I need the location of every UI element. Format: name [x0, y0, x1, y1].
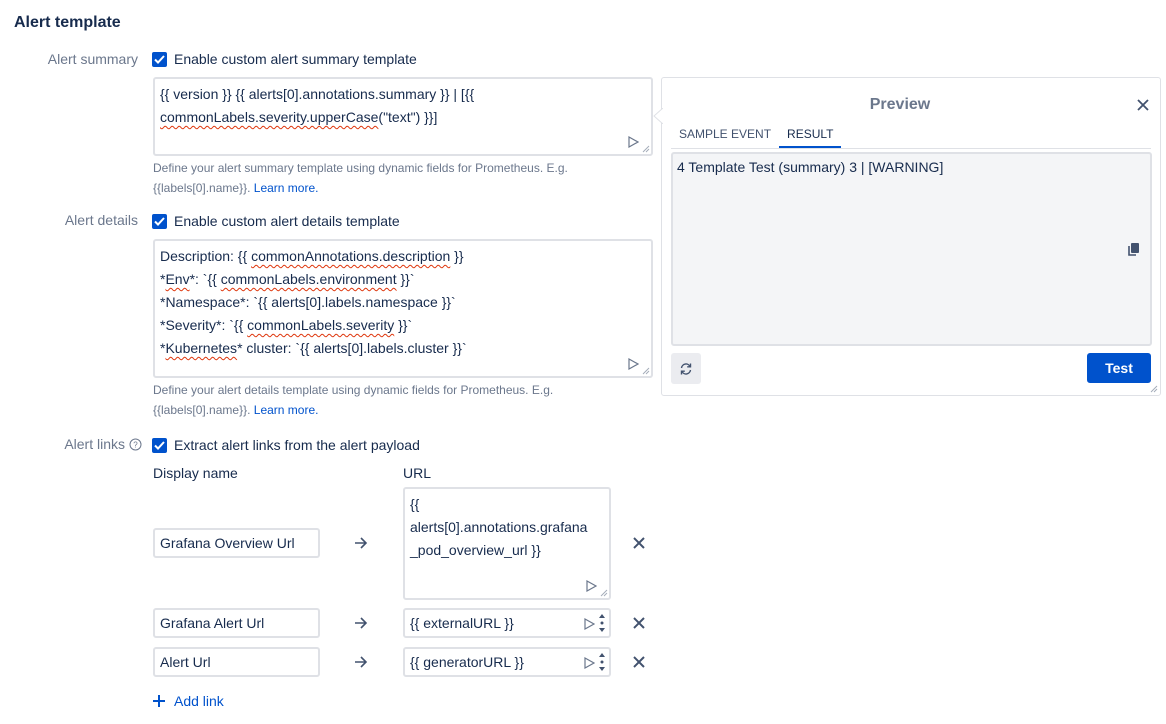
result-text: 4 Template Test (summary) 3 | [WARNING] [677, 159, 944, 175]
checkmark-icon [154, 441, 165, 450]
refresh-button[interactable] [671, 353, 701, 384]
add-link-label: Add link [174, 693, 224, 709]
summary-template-text [160, 83, 646, 129]
summary-help-text [153, 158, 653, 198]
alert-links-label: Alert links [64, 436, 125, 452]
play-icon[interactable] [627, 136, 639, 148]
checkmark-icon [154, 55, 165, 64]
summary-learn-more-link[interactable]: Learn more. [253, 181, 319, 195]
resize-grip-icon[interactable] [641, 366, 650, 375]
link-url-textarea[interactable] [403, 608, 611, 638]
svg-text:?: ? [133, 440, 138, 449]
preview-tabs [671, 127, 841, 148]
checkmark-icon [154, 217, 165, 226]
resize-grip-icon[interactable] [641, 144, 650, 153]
scroll-spinner-icon[interactable] [598, 612, 606, 634]
template-line: *Namespace*: `{{ alerts[0].labels.namespace }}` [160, 294, 456, 310]
details-template-textarea[interactable] [153, 239, 653, 378]
result-output [671, 152, 1152, 346]
link-url-textarea[interactable] [403, 647, 611, 677]
refresh-icon [679, 362, 693, 376]
template-line: {{ version }} {{ alerts[0].annotations.summary }} | [{{ [160, 86, 475, 102]
summary-checkbox-label: Enable custom alert summary template [174, 51, 417, 67]
remove-link-close-icon[interactable] [631, 535, 647, 551]
add-link-button[interactable] [152, 693, 224, 709]
summary-checkbox[interactable] [152, 52, 167, 67]
remove-link-close-icon[interactable] [631, 654, 647, 670]
details-help-text [153, 380, 653, 420]
resize-grip-icon[interactable] [599, 588, 608, 597]
test-button[interactable]: Test [1087, 353, 1151, 383]
summary-template-textarea[interactable] [153, 77, 653, 156]
remove-link-close-icon[interactable] [631, 615, 647, 631]
links-checkbox-label: Extract alert links from the alert payload [174, 437, 420, 453]
tab-result[interactable]: RESULT [779, 127, 841, 148]
section-title: Alert template [14, 14, 121, 31]
url-line: _pod_overview_url }} [410, 542, 541, 558]
tabs-divider [671, 148, 1151, 149]
tab-sample-event[interactable]: SAMPLE EVENT [679, 127, 772, 141]
links-checkbox-row[interactable] [152, 437, 420, 453]
arrow-right-icon [354, 655, 368, 669]
url-header: URL [403, 465, 432, 481]
play-icon[interactable] [583, 618, 595, 630]
link-display-name-input[interactable]: Grafana Alert Url [153, 608, 320, 638]
template-line: commonLabels.severity.upperCase("text") }}] [160, 109, 438, 125]
alert-summary-label: Alert summary [47, 51, 138, 67]
link-display-name-input[interactable]: Alert Url [153, 647, 320, 677]
alert-details-label: Alert details [64, 212, 138, 228]
scroll-spinner-icon[interactable] [598, 651, 606, 673]
template-line: *Env*: `{{ commonLabels.environment }}` [160, 271, 415, 287]
play-icon[interactable] [583, 657, 595, 669]
template-line: *Kubernetes* cluster: `{{ alerts[0].labels.cluster }}` [160, 340, 467, 356]
link-display-name-input[interactable]: Grafana Overview Url [153, 528, 320, 558]
display-name-header: Display name [153, 465, 238, 481]
question-circle-icon[interactable] [129, 438, 142, 451]
url-line: {{ generatorURL }} [410, 654, 524, 670]
arrow-right-icon [354, 616, 368, 630]
details-help-example: {{labels[0].name}}. [153, 403, 251, 417]
details-template-text [160, 245, 646, 360]
details-checkbox-row[interactable] [152, 213, 400, 229]
details-help-description: Define your alert details template using dynamic fields for Prometheus. E.g. [153, 383, 554, 397]
links-checkbox[interactable] [152, 438, 167, 453]
resize-grip-icon[interactable] [1149, 384, 1158, 393]
details-checkbox-label: Enable custom alert details template [174, 213, 400, 229]
preview-panel [661, 77, 1161, 396]
copy-icon[interactable] [1127, 242, 1140, 257]
details-checkbox[interactable] [152, 214, 167, 229]
alert-links-label-row [14, 436, 142, 452]
details-learn-more-link[interactable]: Learn more. [253, 403, 319, 417]
arrow-right-icon [354, 536, 368, 550]
summary-help-description: Define your alert summary template using dynamic fields for Prometheus. E.g. [153, 161, 568, 175]
url-line: {{ [410, 496, 420, 512]
play-icon[interactable] [585, 580, 597, 592]
link-url-textarea[interactable] [403, 487, 611, 600]
play-icon[interactable] [627, 358, 639, 370]
summary-checkbox-row[interactable] [152, 51, 417, 67]
preview-title: Preview [869, 96, 931, 113]
plus-icon [152, 694, 166, 708]
url-line: alerts[0].annotations.grafana [410, 519, 588, 535]
template-line: *Severity*: `{{ commonLabels.severity }}` [160, 317, 413, 333]
close-icon[interactable] [1136, 98, 1150, 112]
template-line: Description: {{ commonAnnotations.description }} [160, 248, 464, 264]
summary-help-example: {{labels[0].name}}. [153, 181, 251, 195]
url-line: {{ externalURL }} [410, 615, 514, 631]
